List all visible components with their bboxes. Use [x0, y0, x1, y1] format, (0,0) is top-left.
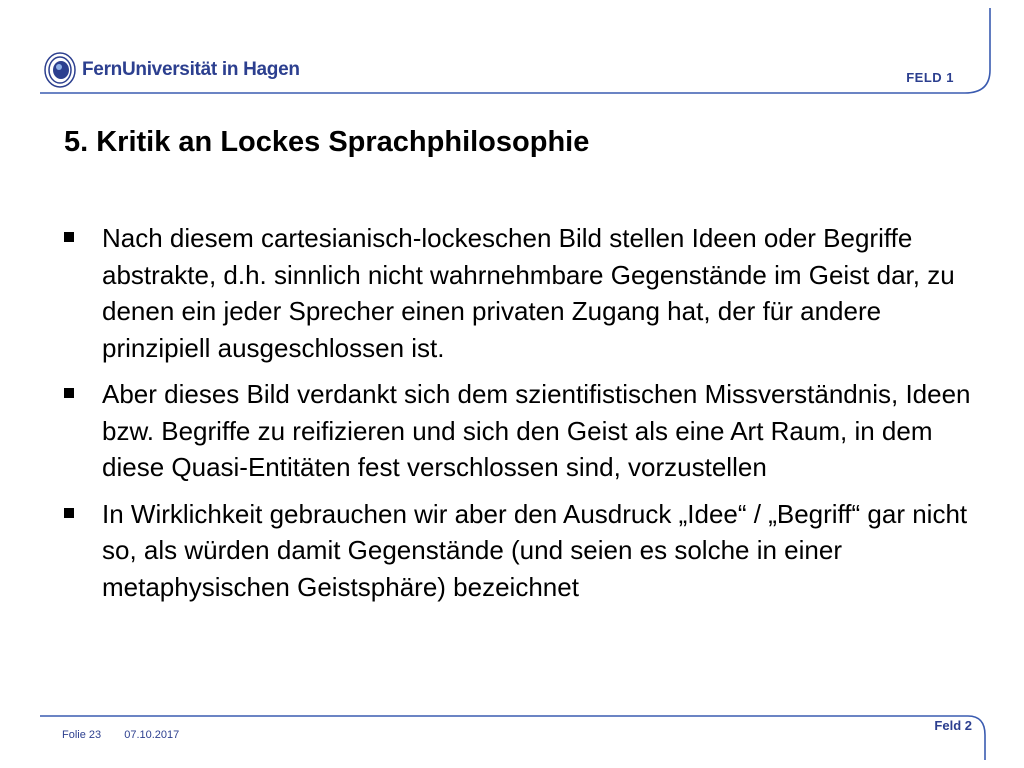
feld-top-label: FELD 1 — [906, 70, 954, 85]
logo-text: FernUniversität in Hagen — [82, 59, 300, 80]
square-bullet-icon — [64, 388, 74, 398]
university-logo — [40, 50, 300, 90]
slide-title: 5. Kritik an Lockes Sprachphilosophie — [64, 126, 590, 158]
slide-number: Folie 23 — [62, 729, 102, 741]
bullet-text: Aber dieses Bild verdankt sich dem szientifistischen Missverständnis, Ideen bzw. Begriffe zu reifizieren und sich den Geist als eine Art Raum, in dem diese Quasi-Entitäten fest verschlossen sind, vorzustellen — [102, 379, 971, 482]
bullet-text: Nach diesem cartesianisch-lockeschen Bild stellen Ideen oder Begriffe abstrakte, d.h. sinnlich nicht wahrnehmbare Gegenstände im Geist dar, zu denen ein jeder Sprecher einen privaten Zugang hat, der für andere prinzipiell ausgeschlossen ist. — [102, 223, 955, 363]
bullet-item — [64, 496, 974, 606]
slide-footer — [62, 729, 199, 741]
square-bullet-icon — [64, 232, 74, 242]
bullet-item — [64, 376, 974, 486]
bullet-text: In Wirklichkeit gebrauchen wir aber den Ausdruck „Idee“ / „Begriff“ gar nicht so, als würden damit Gegenstände (und seien es solche in einer metaphysischen Geistsphäre) bezeichnet — [102, 498, 968, 602]
feld-bottom-label: Feld 2 — [934, 718, 972, 733]
logo-globe-icon — [40, 50, 76, 90]
bullet-list — [64, 220, 974, 615]
slide-date: 07.10.2017 — [124, 729, 180, 741]
square-bullet-icon — [64, 508, 74, 518]
bullet-item — [64, 220, 974, 366]
